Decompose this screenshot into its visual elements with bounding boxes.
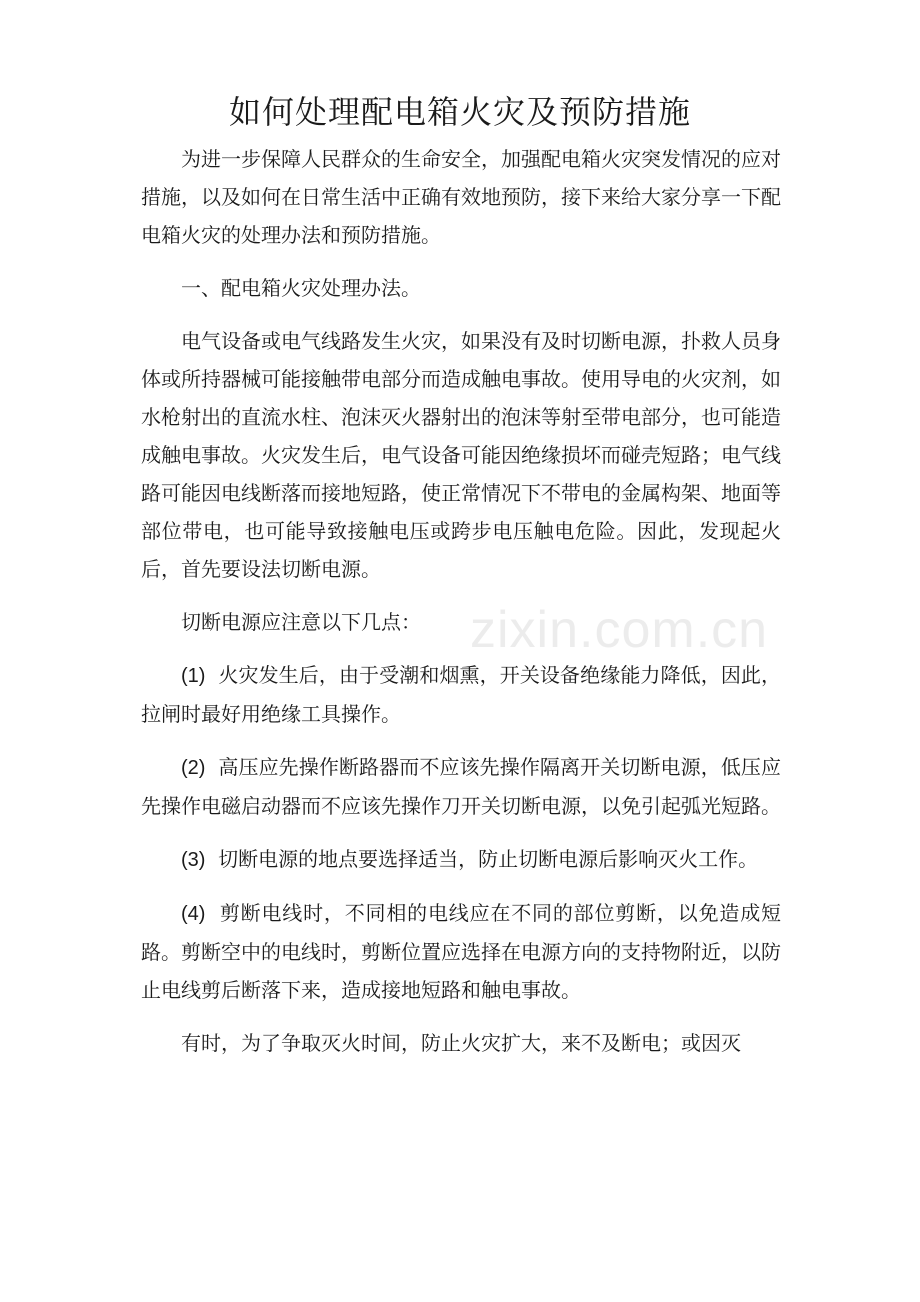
- list-item-3: (3) 切断电源的地点要选择适当，防止切断电源后影响灭火工作。: [181, 847, 759, 871]
- paragraph-intro: 为进一步保障人民群众的生命安全，加强配电箱火灾突发情况的应对措施，以及如何在日常生活中正确有效地预防，接下来给大家分享一下配电箱火灾的处理办法和预防措施。: [141, 147, 781, 247]
- list-item-4: (4) 剪断电线时，不同相的电线应在不同的部位剪断，以免造成短路。剪断空中的电线时，剪断位置应选择在电源方向的支持物附近，以防止电线剪后断落下来，造成接地短路和触电事故。: [141, 901, 782, 1002]
- paragraph-fire-description: 电气设备或电气线路发生火灾，如果没有及时切断电源，扑救人员身体或所持器械可能接触带电部分而造成触电事故。使用导电的火灾剂，如水枪射出的直流水柱、泡沫灭火器射出的泡沫等射至带电部分，也可能造成触电事故。火灾发生后，电气设备可能因绝缘损坏而碰壳短路；电气线路可能因电线断落而接地短路，使正常情况下不带电的金属构架、地面等部位带电，也可能导致接触电压或跨步电压触电危险。因此，发现起火后，首先要设法切断电源。: [141, 329, 781, 581]
- list-item-1: (1) 火灾发生后，由于受潮和烟熏，开关设备绝缘能力降低，因此，拉闸时最好用绝缘工具操作。: [141, 663, 782, 726]
- paragraph-continuation: 有时，为了争取灭火时间，防止火灾扩大，来不及断电；或因灭: [181, 1031, 741, 1055]
- list-number: (4): [181, 903, 206, 925]
- document-title: 如何处理配电箱火灾及预防措施: [228, 93, 691, 131]
- list-number: (3): [181, 849, 206, 871]
- list-item-2: (2) 高压应先操作断路器而不应该先操作隔离开关切断电源，低压应先操作电磁启动器而不应该先操作刀开关切断电源，以免引起弧光短路。: [141, 755, 782, 818]
- list-number: (1): [181, 665, 206, 687]
- watermark: zixin.com.cn: [470, 601, 769, 659]
- paragraph-list-intro: 切断电源应注意以下几点：: [181, 610, 421, 634]
- section-heading: 一、配电箱火灾处理办法。: [181, 276, 421, 300]
- list-number: (2): [181, 757, 206, 779]
